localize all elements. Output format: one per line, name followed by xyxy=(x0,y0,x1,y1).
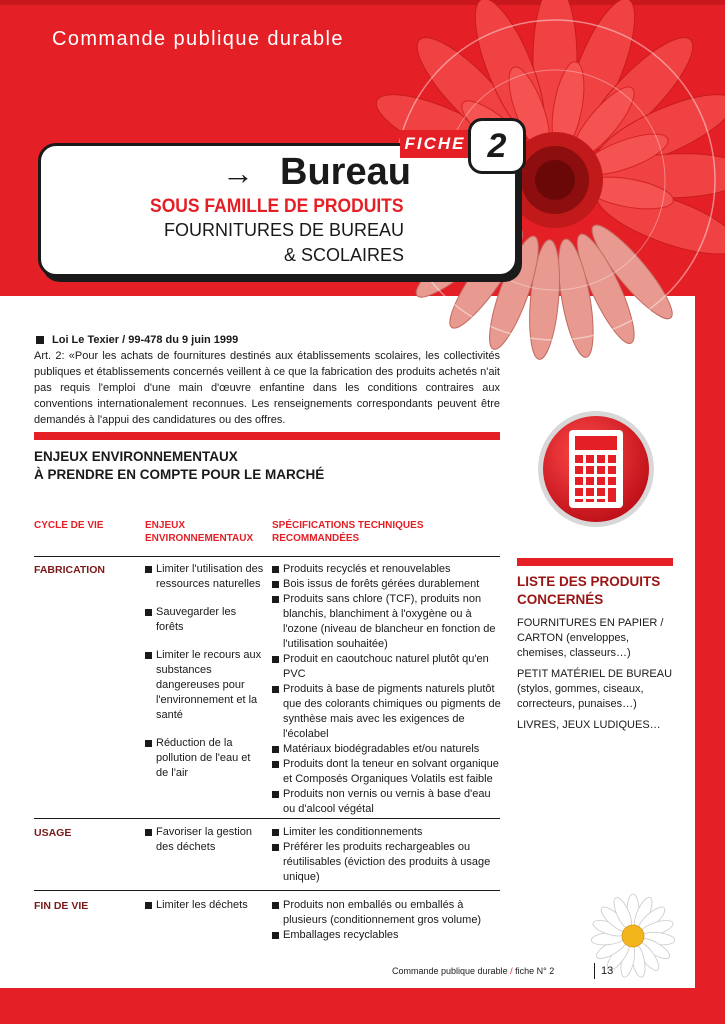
bullet-square-icon xyxy=(272,791,279,798)
list-item: Sauvegarder les forêts xyxy=(156,606,237,633)
bullet-square-icon xyxy=(145,609,152,616)
law-heading: Loi Le Texier / 99-478 du 9 juin 1999 xyxy=(52,334,239,346)
page-number: 13 xyxy=(594,963,613,979)
bullet-square-icon xyxy=(272,932,279,939)
bullet-square-icon xyxy=(272,844,279,851)
bullet-square-icon xyxy=(272,656,279,663)
subfamily-line-2: & SCOLAIRES xyxy=(283,245,404,265)
list-item: LIVRES, JEUX LUDIQUES… xyxy=(517,719,661,731)
list-item: Produit en caoutchouc naturel plutôt qu'en PVC xyxy=(283,653,489,680)
list-item: Produits sans chlore (TCF), produits non blanchis, blanchiment à l'oxygène ou à l'ozone (niveau de blancheur en fonction de l'utilisation souhaitée) xyxy=(283,593,496,650)
table-row-specs xyxy=(272,898,504,943)
col-header-specs: SPÉCIFICATIONS TECHNIQUES RECOMMANDÉES xyxy=(272,520,424,544)
table-row-specs xyxy=(272,562,504,817)
table-row-specs xyxy=(272,825,504,885)
list-item: FOURNITURES EN PAPIER / CARTON (enveloppes, chemises, classeurs…) xyxy=(517,617,664,659)
footer-text: Commande publique durable / fiche N° 2 xyxy=(392,966,555,976)
table-row-enjeux xyxy=(145,562,265,781)
page-title: Bureau xyxy=(280,151,411,193)
list-item: Produits non vernis ou vernis à base d'eau ou d'alcool végétal xyxy=(283,788,491,815)
table-row-divider xyxy=(34,818,500,819)
list-item: Limiter les conditionnements xyxy=(283,826,423,838)
table-row-stage: FIN DE VIE xyxy=(34,900,89,912)
col-header-cycle: CYCLE DE VIE xyxy=(34,520,104,531)
arrow-right-icon: → xyxy=(222,155,254,191)
list-item: Produits dont la teneur en solvant organique et Composés Organiques Volatils est faible xyxy=(283,758,499,785)
product-list xyxy=(517,616,677,739)
list-item: Matériaux biodégradables et/ou naturels xyxy=(283,743,480,755)
bullet-square-icon xyxy=(272,746,279,753)
list-item: Limiter le recours aux substances dangereuses pour l'environnement et la santé xyxy=(156,649,262,721)
list-divider-bar xyxy=(517,558,673,566)
table-row-enjeux xyxy=(145,825,265,855)
col-header-enjeux: ENJEUX ENVIRONNEMENTAUX xyxy=(145,520,254,544)
bullet-square-icon xyxy=(145,829,152,836)
list-item: Favoriser la gestion des déchets xyxy=(156,826,252,853)
list-item: Réduction de la pollution de l'eau et de l'air xyxy=(156,737,251,779)
list-item: Produits recyclés et renouvelables xyxy=(283,563,451,575)
series-title: Commande publique durable xyxy=(52,28,344,50)
list-item: Limiter l'utilisation des ressources naturelles xyxy=(156,563,264,590)
calculator-icon xyxy=(535,408,657,530)
subfamily-line-1: FOURNITURES DE BUREAU xyxy=(163,220,404,240)
bullet-square-icon xyxy=(36,336,44,344)
fiche-number-badge: 2 xyxy=(468,118,526,174)
table-row-stage: USAGE xyxy=(34,827,72,839)
list-item: Emballages recyclables xyxy=(283,929,399,941)
list-item: Limiter les déchets xyxy=(156,899,248,911)
bullet-square-icon xyxy=(272,902,279,909)
table-row-divider xyxy=(34,890,500,891)
table-row-divider xyxy=(34,556,500,557)
section-divider-bar xyxy=(34,432,500,440)
bullet-square-icon xyxy=(145,652,152,659)
right-red-rail xyxy=(695,296,725,1024)
list-item: Produits non emballés ou emballés à plusieurs (conditionnement gros volume) xyxy=(283,899,482,926)
bullet-square-icon xyxy=(145,566,152,573)
bottom-red-band xyxy=(0,988,725,1024)
bullet-square-icon xyxy=(272,566,279,573)
bullet-square-icon xyxy=(145,902,152,909)
table-row-stage: FABRICATION xyxy=(34,564,105,576)
list-item: Préférer les produits rechargeables ou réutilisables (éviction des produits à usage unique) xyxy=(283,841,491,883)
law-text: Art. 2: «Pour les achats de fournitures destinés aux établissements scolaires, les collectivités publiques et établissements concernés veillent à ce que la fabrication des produits achetés n'ait pas requis l'emploi d'une main d'œuvre enfantine dans les conditions contraires aux conventions internationalement reconnues. Les renseignements correspondants peuvent être demandés à l'appui des candidatures ou des offres. xyxy=(34,350,500,426)
bullet-square-icon xyxy=(272,761,279,768)
bullet-square-icon xyxy=(272,596,279,603)
list-item: Produits à base de pigments naturels plutôt que des colorants chimiques ou pigments de synthèse mais avec les exigences de l'écolabel xyxy=(283,683,501,740)
product-list-title: LISTE DES PRODUITS CONCERNÉS xyxy=(517,574,661,607)
section-title: ENJEUX ENVIRONNEMENTAUX À PRENDRE EN COMPTE POUR LE MARCHÉ xyxy=(34,449,325,482)
law-block xyxy=(34,332,500,428)
bullet-square-icon xyxy=(272,829,279,836)
bullet-square-icon xyxy=(272,581,279,588)
list-item: PETIT MATÉRIEL DE BUREAU (stylos, gommes, ciseaux, correcteurs, punaises…) xyxy=(517,668,673,710)
list-item: Bois issus de forêts gérées durablement xyxy=(283,578,480,590)
table-row-enjeux xyxy=(145,898,265,913)
fiche-label: FICHE xyxy=(400,130,470,158)
bullet-square-icon xyxy=(272,686,279,693)
bullet-square-icon xyxy=(145,740,152,747)
subfamily-label: SOUS FAMILLE DE PRODUITS xyxy=(150,196,404,217)
